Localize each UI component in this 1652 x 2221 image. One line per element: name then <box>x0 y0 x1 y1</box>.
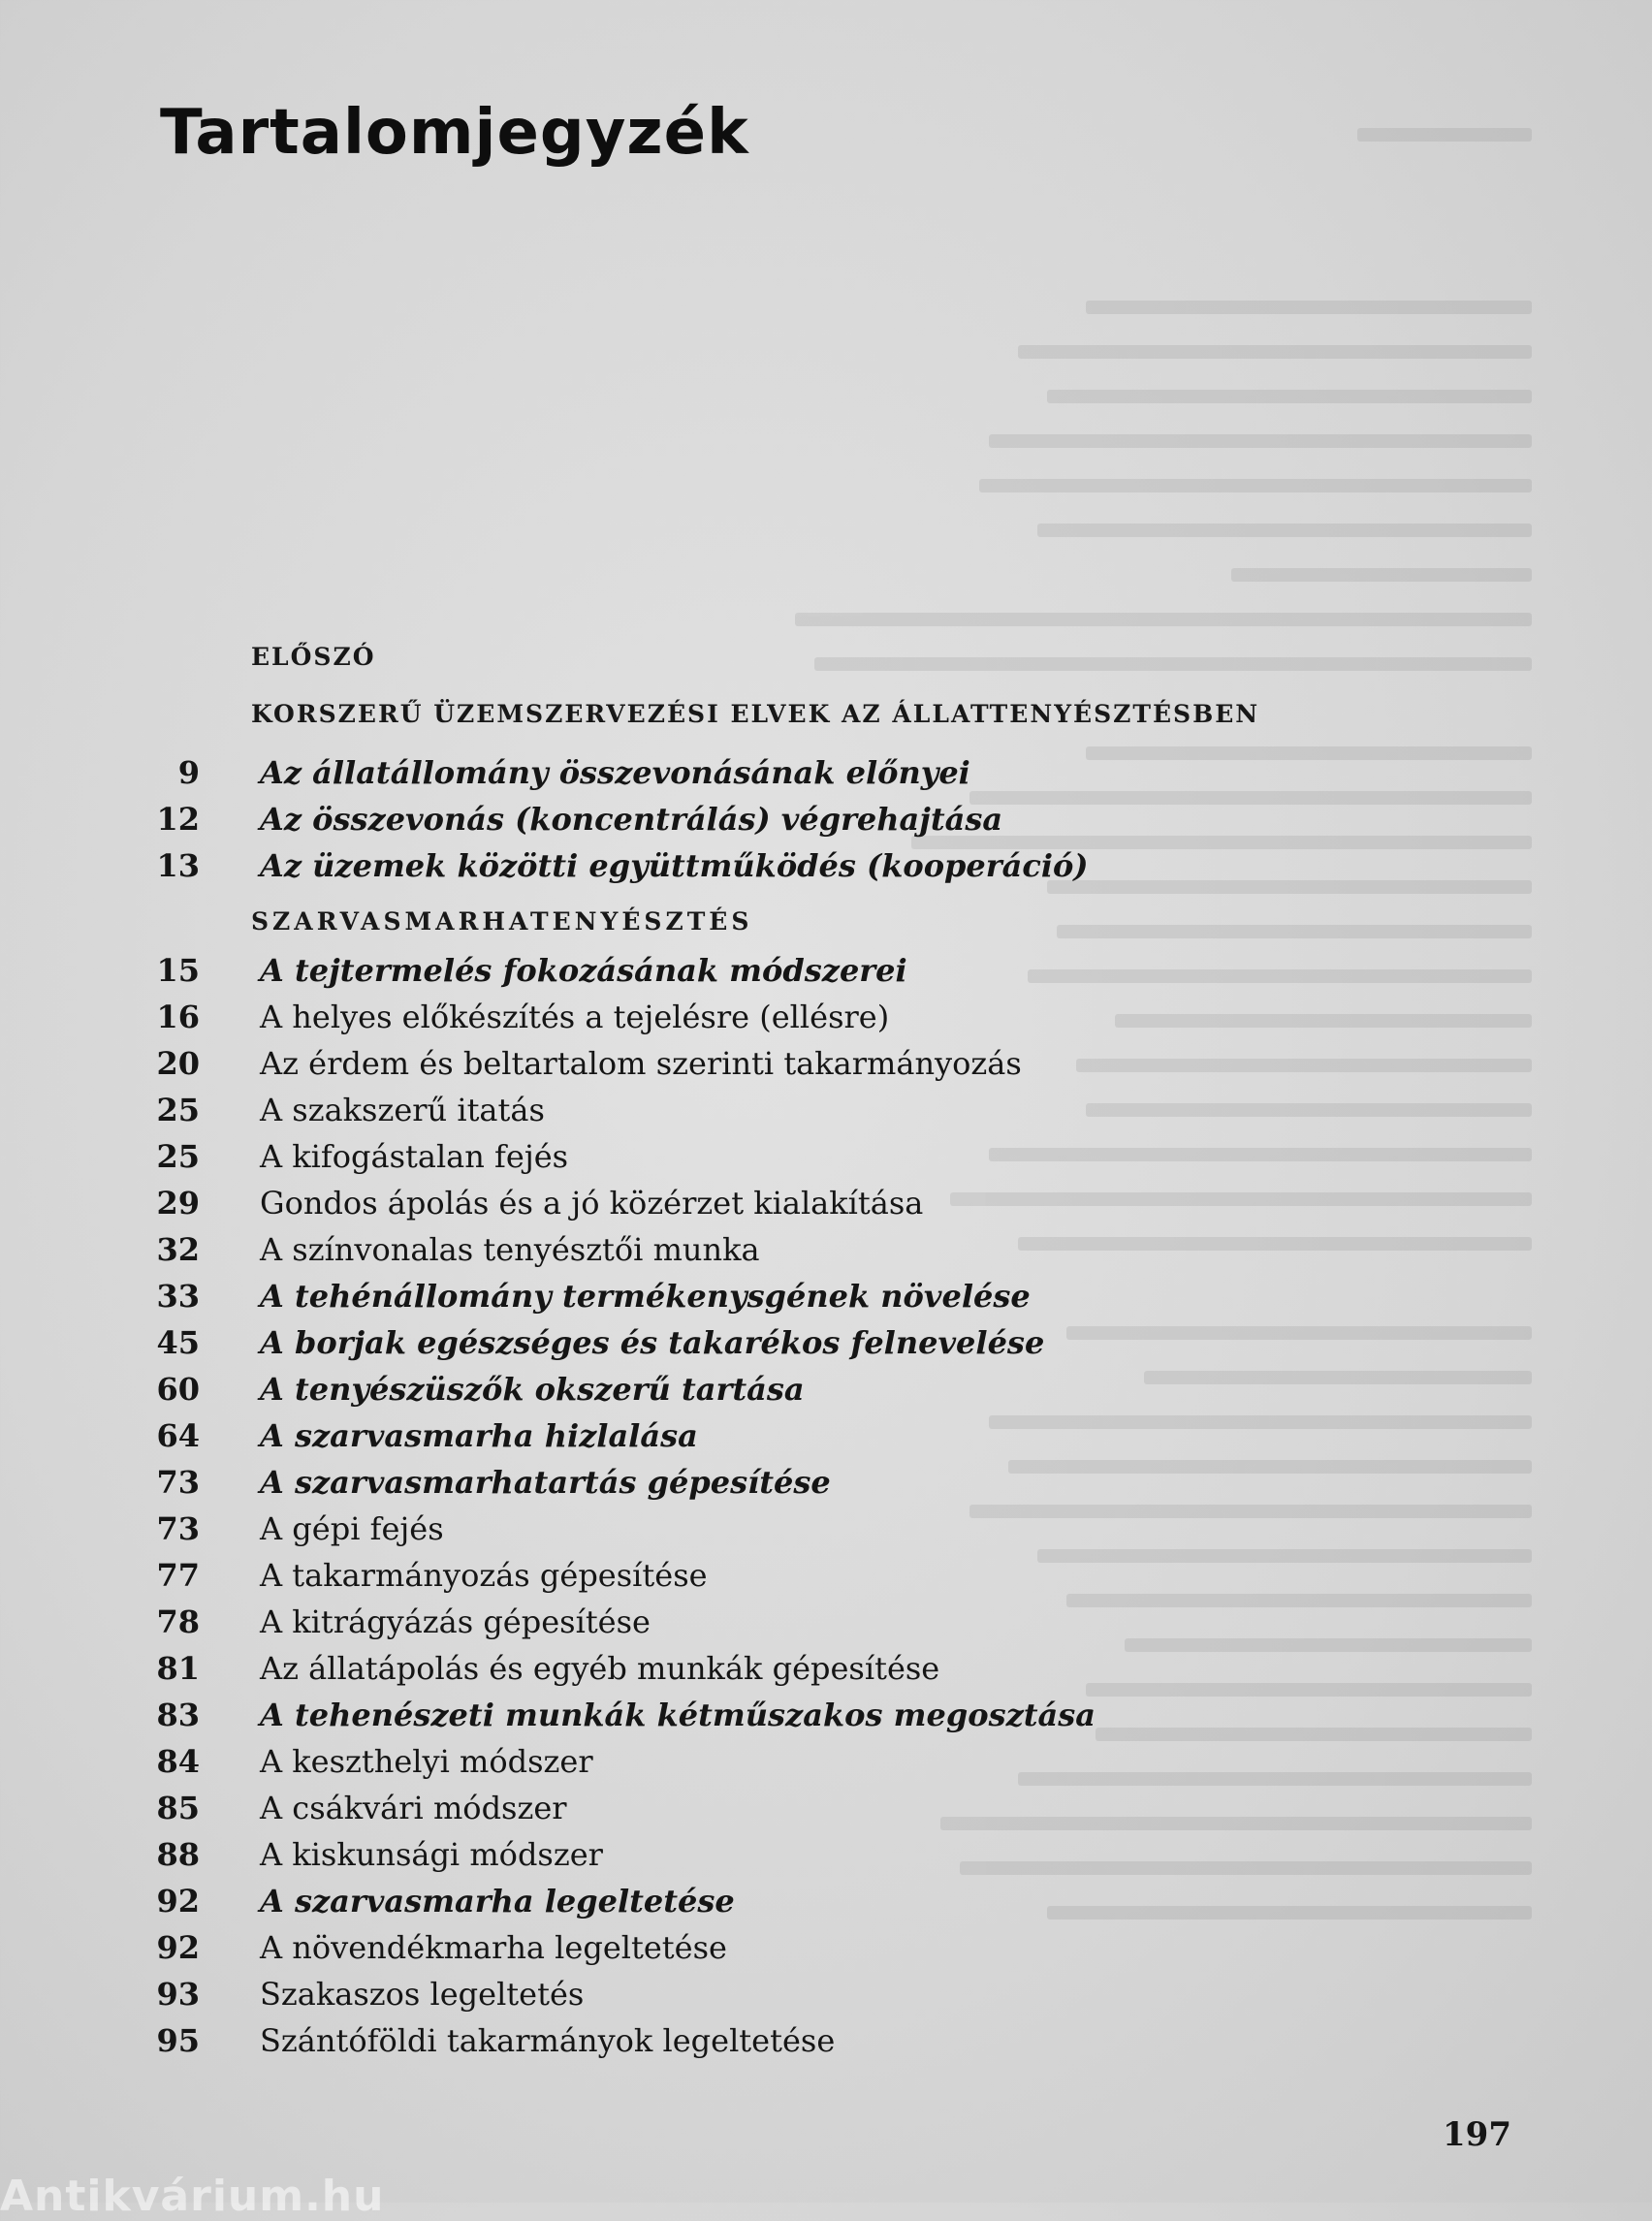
toc-entry-title: A helyes előkészítés a tejelésre (ellésre) <box>260 999 890 1035</box>
toc-entry-title: Az állatállomány összevonásának előnyei <box>260 754 970 791</box>
toc-entry <box>0 1092 1260 1138</box>
toc-entry <box>0 1231 1260 1278</box>
page-number: 197 <box>1443 2115 1511 2154</box>
toc-page-number: 84 <box>156 1743 200 1780</box>
toc-entry <box>0 1976 1260 2022</box>
toc-entry-title: A szarvasmarhatartás gépesítése <box>260 1464 831 1501</box>
toc-entry <box>0 1650 1260 1697</box>
toc-entry-title: A szarvasmarha hizlalása <box>260 1417 698 1454</box>
toc-page-number: 9 <box>177 754 200 791</box>
toc-entry-title: Szakaszos legeltetés <box>260 1976 585 2013</box>
toc-entry <box>0 1417 1260 1464</box>
toc-entry-title: A borjak egészséges és takarékos felnevelése <box>260 1324 1045 1361</box>
toc-entry <box>0 1790 1260 1836</box>
toc-page-number: 25 <box>156 1092 200 1128</box>
toc-entry-title: A színvonalas tenyésztői munka <box>260 1231 760 1268</box>
toc-entry <box>0 1464 1260 1510</box>
toc-page-number: 60 <box>156 1371 200 1408</box>
section-heading-eloszo: ELŐSZÓ <box>251 643 376 671</box>
toc-page-number: 92 <box>156 1883 200 1920</box>
section-heading-korszeru: KORSZERŰ ÜZEMSZERVEZÉSI ELVEK AZ ÁLLATTENYÉSZTÉSBEN <box>251 700 1260 728</box>
toc-entry <box>0 1603 1260 1650</box>
toc-entry <box>0 1836 1260 1883</box>
toc-entry-title: A kiskunsági módszer <box>260 1836 603 1873</box>
toc-entry <box>0 754 1260 801</box>
toc-entry-title: Gondos ápolás és a jó közérzet kialakítása <box>260 1185 924 1222</box>
toc-entry-title: A keszthelyi módszer <box>260 1743 593 1780</box>
toc-entry-title: A szarvasmarha legeltetése <box>260 1883 735 1920</box>
toc-entry <box>0 1185 1260 1231</box>
toc-entry <box>0 1278 1260 1324</box>
toc-entry-title: A tehénállomány termékenysgének növelése <box>260 1278 1031 1315</box>
toc-page-number: 64 <box>156 1417 200 1454</box>
toc-entry <box>0 1510 1260 1557</box>
toc-entry <box>0 999 1260 1045</box>
toc-entry-title: A kifogástalan fejés <box>260 1138 569 1175</box>
toc-page-number: 88 <box>156 1836 200 1873</box>
toc-page-number: 73 <box>156 1510 200 1547</box>
toc-entry-title: Az üzemek közötti együttműködés (kooperáció) <box>260 847 1089 884</box>
toc-page-number: 78 <box>156 1603 200 1640</box>
toc-entry-title: A tehenészeti munkák kétműszakos megosztása <box>260 1697 1096 1733</box>
toc-entry-title: A gépi fejés <box>260 1510 444 1547</box>
toc-page-number: 20 <box>156 1045 200 1082</box>
toc-page-number: 81 <box>156 1650 200 1687</box>
toc-entry <box>0 1045 1260 1092</box>
toc-entry <box>0 1371 1260 1417</box>
toc-page-number: 15 <box>156 952 200 989</box>
toc-entry-title: A tenyészüszők okszerű tartása <box>260 1371 805 1408</box>
toc-entry-title: A növendékmarha legeltetése <box>260 1929 727 1966</box>
section-heading-szarvasmarha: SZARVASMARHATENYÉSZTÉS <box>251 907 753 936</box>
toc-page-number: 32 <box>156 1231 200 1268</box>
toc-entry-title: A takarmányozás gépesítése <box>260 1557 708 1594</box>
toc-entry <box>0 1697 1260 1743</box>
toc-entry-title: Szántóföldi takarmányok legeltetése <box>260 2022 836 2059</box>
toc-entry-title: A kitrágyázás gépesítése <box>260 1603 651 1640</box>
toc-page-number: 29 <box>156 1185 200 1222</box>
toc-entry-title: Az érdem és beltartalom szerinti takarmányozás <box>260 1045 1022 1082</box>
toc-entry <box>0 847 1260 894</box>
toc-entry <box>0 1557 1260 1603</box>
toc-entry-title: A szakszerű itatás <box>260 1092 545 1128</box>
toc-page-number: 73 <box>156 1464 200 1501</box>
toc-page-number: 45 <box>156 1324 200 1361</box>
toc-entry <box>0 1883 1260 1929</box>
toc-page-number: 12 <box>156 801 200 838</box>
page-title: Tartalomjegyzék <box>160 97 749 169</box>
toc-entry <box>0 1743 1260 1790</box>
toc-entry <box>0 1324 1260 1371</box>
toc-entry <box>0 1138 1260 1185</box>
toc-entry-title: A csákvári módszer <box>260 1790 567 1826</box>
toc-page-number: 16 <box>156 999 200 1035</box>
toc-entry <box>0 1929 1260 1976</box>
toc-entry-title: Az összevonás (koncentrálás) végrehajtása <box>260 801 1003 838</box>
toc-page-number: 85 <box>156 1790 200 1826</box>
watermark: Antikvárium.hu <box>0 2172 385 2221</box>
toc-page-number: 33 <box>156 1278 200 1315</box>
toc-entry-title: Az állatápolás és egyéb munkák gépesítése <box>260 1650 940 1687</box>
toc-entry <box>0 952 1260 999</box>
toc-page-number: 92 <box>156 1929 200 1966</box>
toc-page-number: 83 <box>156 1697 200 1733</box>
toc-page-number: 13 <box>156 847 200 884</box>
toc-entry <box>0 2022 1260 2069</box>
toc-page-number: 95 <box>156 2022 200 2059</box>
toc-page-number: 77 <box>156 1557 200 1594</box>
toc-entry-title: A tejtermelés fokozásának módszerei <box>260 952 907 989</box>
toc-page-number: 25 <box>156 1138 200 1175</box>
toc-entry <box>0 801 1260 847</box>
toc-page-number: 93 <box>156 1976 200 2013</box>
